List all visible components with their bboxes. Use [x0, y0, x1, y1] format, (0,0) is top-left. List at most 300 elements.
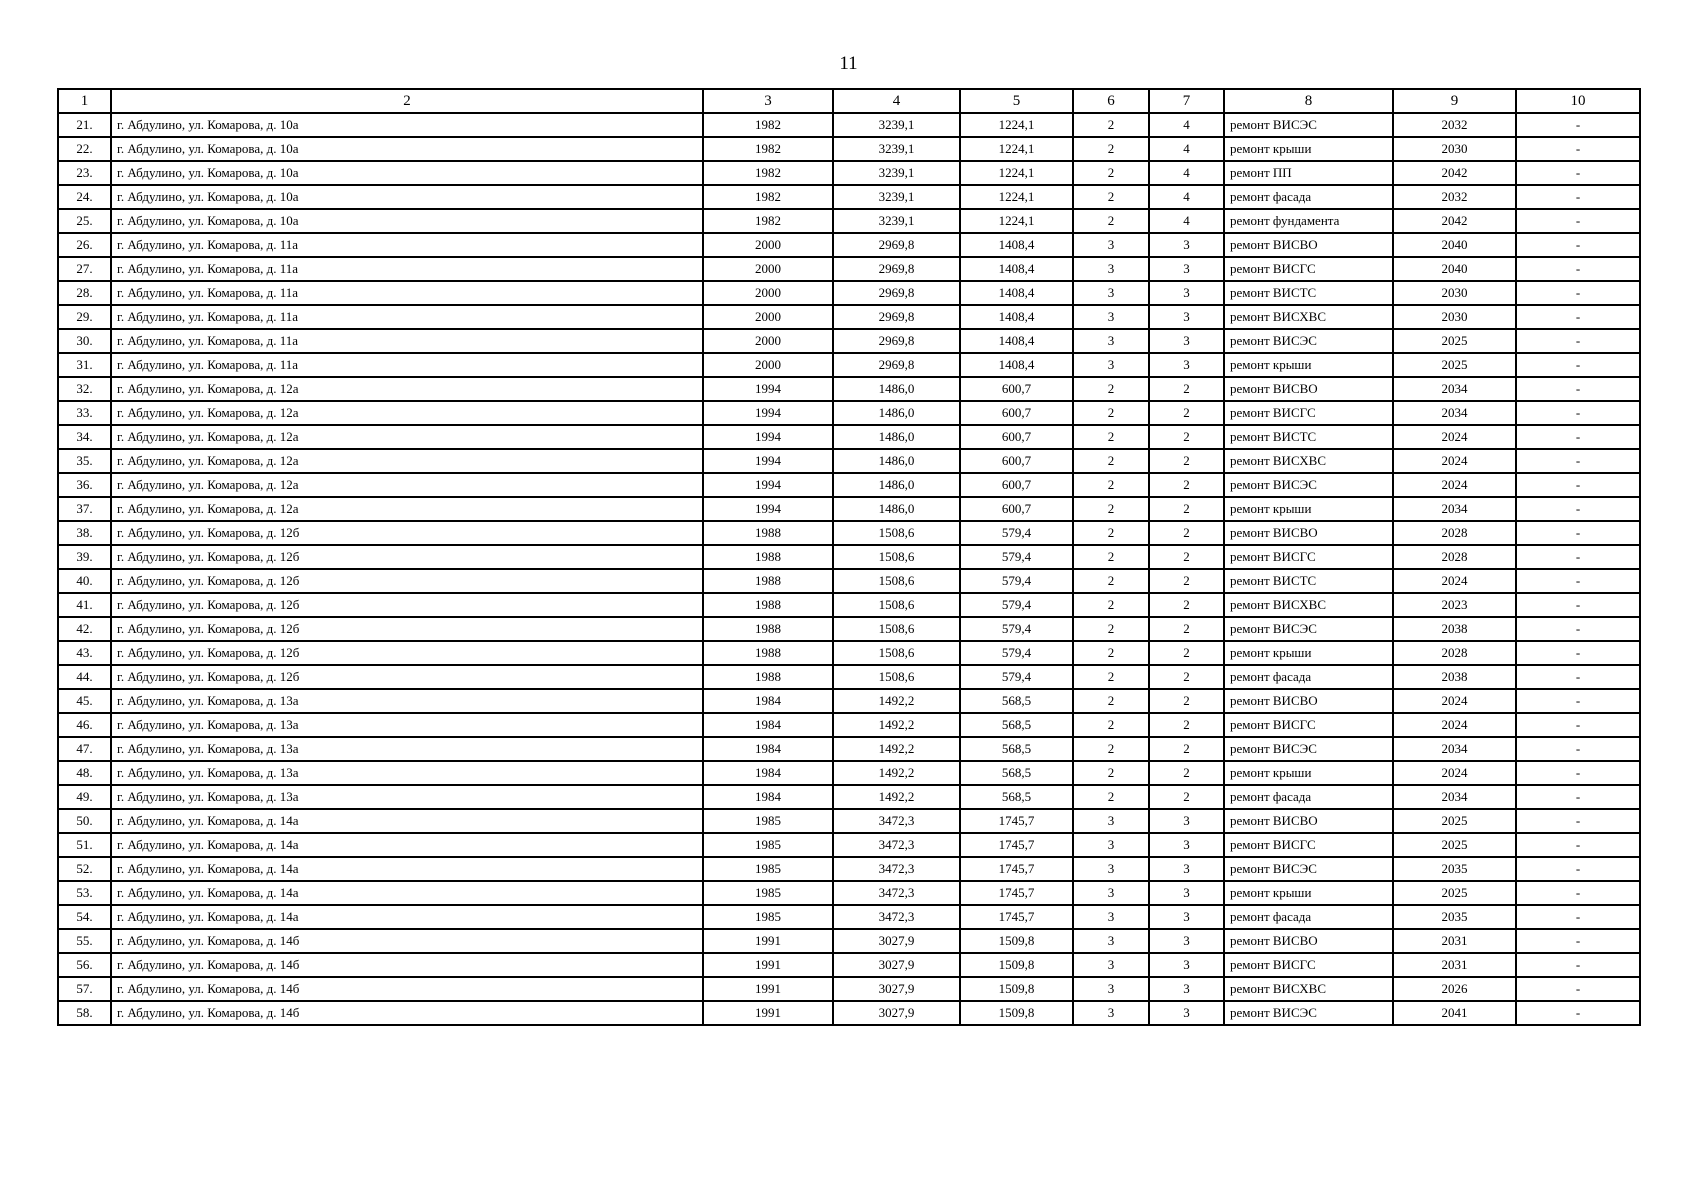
table-row	[58, 857, 1640, 881]
floors-cell: 2	[1073, 761, 1149, 785]
year-built-cell: 1994	[703, 377, 833, 401]
work-type-cell: ремонт ВИСЭС	[1224, 113, 1393, 137]
floors-cell: 2	[1073, 473, 1149, 497]
floors-cell: 3	[1073, 857, 1149, 881]
row-number-cell: 32.	[58, 377, 111, 401]
work-type-cell: ремонт крыши	[1224, 641, 1393, 665]
floors-cell: 2	[1073, 617, 1149, 641]
total-area-cell: 1508,6	[833, 569, 960, 593]
year-built-cell: 1982	[703, 161, 833, 185]
year-built-cell: 1991	[703, 929, 833, 953]
total-area-cell: 3239,1	[833, 185, 960, 209]
work-type-cell: ремонт ВИСГС	[1224, 545, 1393, 569]
planned-year-cell: 2042	[1393, 209, 1516, 233]
living-area-cell: 1745,7	[960, 857, 1073, 881]
total-area-cell: 3027,9	[833, 953, 960, 977]
entrances-cell: 2	[1149, 665, 1224, 689]
floors-cell: 2	[1073, 689, 1149, 713]
entrances-cell: 2	[1149, 401, 1224, 425]
table-row	[58, 329, 1640, 353]
entrances-cell: 2	[1149, 641, 1224, 665]
living-area-cell: 1509,8	[960, 1001, 1073, 1025]
year-built-cell: 1988	[703, 545, 833, 569]
notes-cell: -	[1516, 617, 1640, 641]
row-number-cell: 37.	[58, 497, 111, 521]
row-number-cell: 23.	[58, 161, 111, 185]
notes-cell: -	[1516, 497, 1640, 521]
table-row	[58, 569, 1640, 593]
address-cell: г. Абдулино, ул. Комарова, д. 10а	[111, 137, 703, 161]
living-area-cell: 1745,7	[960, 905, 1073, 929]
entrances-cell: 2	[1149, 617, 1224, 641]
work-type-cell: ремонт ВИСГС	[1224, 401, 1393, 425]
address-cell: г. Абдулино, ул. Комарова, д. 13а	[111, 761, 703, 785]
address-cell: г. Абдулино, ул. Комарова, д. 14а	[111, 881, 703, 905]
work-type-cell: ремонт крыши	[1224, 881, 1393, 905]
table-row	[58, 305, 1640, 329]
notes-cell: -	[1516, 281, 1640, 305]
notes-cell: -	[1516, 665, 1640, 689]
year-built-cell: 1988	[703, 593, 833, 617]
work-type-cell: ремонт ВИСЭС	[1224, 617, 1393, 641]
notes-cell: -	[1516, 425, 1640, 449]
entrances-cell: 3	[1149, 257, 1224, 281]
entrances-cell: 2	[1149, 569, 1224, 593]
notes-cell: -	[1516, 521, 1640, 545]
notes-cell: -	[1516, 713, 1640, 737]
living-area-cell: 568,5	[960, 689, 1073, 713]
total-area-cell: 3239,1	[833, 137, 960, 161]
entrances-cell: 3	[1149, 953, 1224, 977]
table-row	[58, 425, 1640, 449]
entrances-cell: 2	[1149, 545, 1224, 569]
work-type-cell: ремонт ВИСТС	[1224, 569, 1393, 593]
year-built-cell: 1988	[703, 569, 833, 593]
table-row	[58, 761, 1640, 785]
planned-year-cell: 2030	[1393, 137, 1516, 161]
living-area-cell: 600,7	[960, 401, 1073, 425]
planned-year-cell: 2024	[1393, 761, 1516, 785]
planned-year-cell: 2025	[1393, 353, 1516, 377]
entrances-cell: 2	[1149, 473, 1224, 497]
work-type-cell: ремонт ВИСЭС	[1224, 329, 1393, 353]
total-area-cell: 3472,3	[833, 905, 960, 929]
address-cell: г. Абдулино, ул. Комарова, д. 14а	[111, 833, 703, 857]
total-area-cell: 3027,9	[833, 929, 960, 953]
address-cell: г. Абдулино, ул. Комарова, д. 13а	[111, 785, 703, 809]
living-area-cell: 600,7	[960, 473, 1073, 497]
row-number-cell: 28.	[58, 281, 111, 305]
table-row	[58, 545, 1640, 569]
work-type-cell: ремонт крыши	[1224, 497, 1393, 521]
year-built-cell: 1984	[703, 713, 833, 737]
floors-cell: 2	[1073, 713, 1149, 737]
notes-cell: -	[1516, 1001, 1640, 1025]
living-area-cell: 1408,4	[960, 257, 1073, 281]
total-area-cell: 1486,0	[833, 497, 960, 521]
floors-cell: 3	[1073, 929, 1149, 953]
address-cell: г. Абдулино, ул. Комарова, д. 13а	[111, 737, 703, 761]
row-number-cell: 51.	[58, 833, 111, 857]
entrances-cell: 2	[1149, 713, 1224, 737]
living-area-cell: 579,4	[960, 569, 1073, 593]
floors-cell: 3	[1073, 281, 1149, 305]
row-number-cell: 56.	[58, 953, 111, 977]
notes-cell: -	[1516, 833, 1640, 857]
address-cell: г. Абдулино, ул. Комарова, д. 11а	[111, 257, 703, 281]
entrances-cell: 2	[1149, 497, 1224, 521]
living-area-cell: 600,7	[960, 449, 1073, 473]
floors-cell: 3	[1073, 833, 1149, 857]
living-area-cell: 568,5	[960, 713, 1073, 737]
entrances-cell: 2	[1149, 689, 1224, 713]
work-type-cell: ремонт крыши	[1224, 761, 1393, 785]
planned-year-cell: 2034	[1393, 737, 1516, 761]
notes-cell: -	[1516, 953, 1640, 977]
entrances-cell: 3	[1149, 857, 1224, 881]
address-cell: г. Абдулино, ул. Комарова, д. 12б	[111, 593, 703, 617]
total-area-cell: 1508,6	[833, 617, 960, 641]
year-built-cell: 2000	[703, 257, 833, 281]
header-row	[58, 89, 1640, 113]
living-area-cell: 1509,8	[960, 929, 1073, 953]
notes-cell: -	[1516, 689, 1640, 713]
planned-year-cell: 2035	[1393, 905, 1516, 929]
work-type-cell: ремонт ВИСГС	[1224, 257, 1393, 281]
total-area-cell: 1486,0	[833, 401, 960, 425]
floors-cell: 3	[1073, 257, 1149, 281]
entrances-cell: 3	[1149, 305, 1224, 329]
notes-cell: -	[1516, 185, 1640, 209]
living-area-cell: 1745,7	[960, 881, 1073, 905]
address-cell: г. Абдулино, ул. Комарова, д. 12а	[111, 497, 703, 521]
address-cell: г. Абдулино, ул. Комарова, д. 11а	[111, 233, 703, 257]
row-number-cell: 48.	[58, 761, 111, 785]
row-number-cell: 44.	[58, 665, 111, 689]
planned-year-cell: 2024	[1393, 569, 1516, 593]
table-row	[58, 281, 1640, 305]
notes-cell: -	[1516, 761, 1640, 785]
entrances-cell: 2	[1149, 737, 1224, 761]
year-built-cell: 1994	[703, 425, 833, 449]
total-area-cell: 1492,2	[833, 737, 960, 761]
year-built-cell: 1985	[703, 833, 833, 857]
row-number-cell: 39.	[58, 545, 111, 569]
floors-cell: 2	[1073, 569, 1149, 593]
living-area-cell: 1224,1	[960, 113, 1073, 137]
planned-year-cell: 2034	[1393, 401, 1516, 425]
address-cell: г. Абдулино, ул. Комарова, д. 10а	[111, 209, 703, 233]
address-cell: г. Абдулино, ул. Комарова, д. 12б	[111, 617, 703, 641]
planned-year-cell: 2025	[1393, 809, 1516, 833]
address-cell: г. Абдулино, ул. Комарова, д. 10а	[111, 185, 703, 209]
repair-schedule-table	[57, 88, 1641, 1026]
planned-year-cell: 2034	[1393, 377, 1516, 401]
row-number-cell: 27.	[58, 257, 111, 281]
total-area-cell: 1486,0	[833, 449, 960, 473]
year-built-cell: 1985	[703, 809, 833, 833]
planned-year-cell: 2035	[1393, 857, 1516, 881]
address-cell: г. Абдулино, ул. Комарова, д. 14б	[111, 977, 703, 1001]
year-built-cell: 1994	[703, 497, 833, 521]
living-area-cell: 1224,1	[960, 185, 1073, 209]
notes-cell: -	[1516, 449, 1640, 473]
work-type-cell: ремонт ВИСВО	[1224, 929, 1393, 953]
column-header-5: 5	[960, 89, 1073, 113]
planned-year-cell: 2024	[1393, 425, 1516, 449]
notes-cell: -	[1516, 377, 1640, 401]
living-area-cell: 1745,7	[960, 833, 1073, 857]
planned-year-cell: 2034	[1393, 785, 1516, 809]
floors-cell: 3	[1073, 977, 1149, 1001]
notes-cell: -	[1516, 137, 1640, 161]
year-built-cell: 2000	[703, 353, 833, 377]
total-area-cell: 2969,8	[833, 305, 960, 329]
year-built-cell: 1988	[703, 641, 833, 665]
entrances-cell: 2	[1149, 785, 1224, 809]
entrances-cell: 2	[1149, 521, 1224, 545]
total-area-cell: 2969,8	[833, 353, 960, 377]
planned-year-cell: 2038	[1393, 665, 1516, 689]
planned-year-cell: 2040	[1393, 257, 1516, 281]
living-area-cell: 579,4	[960, 665, 1073, 689]
planned-year-cell: 2025	[1393, 881, 1516, 905]
floors-cell: 2	[1073, 785, 1149, 809]
address-cell: г. Абдулино, ул. Комарова, д. 13а	[111, 689, 703, 713]
year-built-cell: 1988	[703, 617, 833, 641]
row-number-cell: 38.	[58, 521, 111, 545]
floors-cell: 2	[1073, 401, 1149, 425]
entrances-cell: 4	[1149, 209, 1224, 233]
table-row	[58, 665, 1640, 689]
year-built-cell: 1988	[703, 521, 833, 545]
column-header-7: 7	[1149, 89, 1224, 113]
table-row	[58, 521, 1640, 545]
entrances-cell: 2	[1149, 449, 1224, 473]
notes-cell: -	[1516, 401, 1640, 425]
planned-year-cell: 2040	[1393, 233, 1516, 257]
notes-cell: -	[1516, 161, 1640, 185]
planned-year-cell: 2032	[1393, 185, 1516, 209]
living-area-cell: 568,5	[960, 737, 1073, 761]
planned-year-cell: 2042	[1393, 161, 1516, 185]
total-area-cell: 1508,6	[833, 593, 960, 617]
entrances-cell: 3	[1149, 977, 1224, 1001]
address-cell: г. Абдулино, ул. Комарова, д. 12а	[111, 377, 703, 401]
floors-cell: 3	[1073, 329, 1149, 353]
notes-cell: -	[1516, 737, 1640, 761]
total-area-cell: 2969,8	[833, 329, 960, 353]
total-area-cell: 1508,6	[833, 545, 960, 569]
work-type-cell: ремонт крыши	[1224, 353, 1393, 377]
notes-cell: -	[1516, 641, 1640, 665]
year-built-cell: 1991	[703, 977, 833, 1001]
work-type-cell: ремонт фасада	[1224, 905, 1393, 929]
work-type-cell: ремонт ВИСТС	[1224, 425, 1393, 449]
row-number-cell: 30.	[58, 329, 111, 353]
notes-cell: -	[1516, 209, 1640, 233]
living-area-cell: 1224,1	[960, 161, 1073, 185]
entrances-cell: 3	[1149, 929, 1224, 953]
work-type-cell: ремонт ВИСГС	[1224, 953, 1393, 977]
address-cell: г. Абдулино, ул. Комарова, д. 12а	[111, 425, 703, 449]
living-area-cell: 1509,8	[960, 977, 1073, 1001]
notes-cell: -	[1516, 569, 1640, 593]
address-cell: г. Абдулино, ул. Комарова, д. 12а	[111, 449, 703, 473]
planned-year-cell: 2030	[1393, 305, 1516, 329]
table-row	[58, 785, 1640, 809]
living-area-cell: 1408,4	[960, 305, 1073, 329]
year-built-cell: 1985	[703, 905, 833, 929]
row-number-cell: 31.	[58, 353, 111, 377]
total-area-cell: 3239,1	[833, 113, 960, 137]
total-area-cell: 2969,8	[833, 281, 960, 305]
floors-cell: 2	[1073, 665, 1149, 689]
row-number-cell: 29.	[58, 305, 111, 329]
floors-cell: 3	[1073, 953, 1149, 977]
planned-year-cell: 2031	[1393, 929, 1516, 953]
table-row	[58, 881, 1640, 905]
work-type-cell: ремонт ВИСВО	[1224, 809, 1393, 833]
work-type-cell: ремонт фасада	[1224, 785, 1393, 809]
notes-cell: -	[1516, 857, 1640, 881]
address-cell: г. Абдулино, ул. Комарова, д. 11а	[111, 353, 703, 377]
row-number-cell: 54.	[58, 905, 111, 929]
living-area-cell: 579,4	[960, 593, 1073, 617]
work-type-cell: ремонт ВИСВО	[1224, 521, 1393, 545]
planned-year-cell: 2028	[1393, 641, 1516, 665]
table-row	[58, 905, 1640, 929]
row-number-cell: 50.	[58, 809, 111, 833]
column-header-4: 4	[833, 89, 960, 113]
entrances-cell: 4	[1149, 113, 1224, 137]
year-built-cell: 1991	[703, 953, 833, 977]
living-area-cell: 1408,4	[960, 281, 1073, 305]
table-row	[58, 113, 1640, 137]
total-area-cell: 1508,6	[833, 641, 960, 665]
address-cell: г. Абдулино, ул. Комарова, д. 10а	[111, 113, 703, 137]
planned-year-cell: 2028	[1393, 521, 1516, 545]
work-type-cell: ремонт фасада	[1224, 665, 1393, 689]
living-area-cell: 579,4	[960, 521, 1073, 545]
work-type-cell: ремонт ВИСХВС	[1224, 449, 1393, 473]
row-number-cell: 21.	[58, 113, 111, 137]
column-header-6: 6	[1073, 89, 1149, 113]
table-row	[58, 809, 1640, 833]
table-row	[58, 713, 1640, 737]
floors-cell: 2	[1073, 161, 1149, 185]
year-built-cell: 1984	[703, 761, 833, 785]
table-row	[58, 593, 1640, 617]
address-cell: г. Абдулино, ул. Комарова, д. 11а	[111, 305, 703, 329]
column-header-8: 8	[1224, 89, 1393, 113]
table-row	[58, 497, 1640, 521]
planned-year-cell: 2026	[1393, 977, 1516, 1001]
table-row	[58, 1001, 1640, 1025]
planned-year-cell: 2023	[1393, 593, 1516, 617]
column-header-2: 2	[111, 89, 703, 113]
total-area-cell: 2969,8	[833, 257, 960, 281]
planned-year-cell: 2038	[1393, 617, 1516, 641]
living-area-cell: 1224,1	[960, 209, 1073, 233]
table-row	[58, 233, 1640, 257]
entrances-cell: 2	[1149, 377, 1224, 401]
table-row	[58, 953, 1640, 977]
table-row	[58, 641, 1640, 665]
notes-cell: -	[1516, 233, 1640, 257]
table-row	[58, 257, 1640, 281]
total-area-cell: 3239,1	[833, 161, 960, 185]
year-built-cell: 1994	[703, 473, 833, 497]
address-cell: г. Абдулино, ул. Комарова, д. 12б	[111, 545, 703, 569]
total-area-cell: 3239,1	[833, 209, 960, 233]
total-area-cell: 1492,2	[833, 785, 960, 809]
floors-cell: 3	[1073, 809, 1149, 833]
floors-cell: 3	[1073, 233, 1149, 257]
year-built-cell: 1982	[703, 185, 833, 209]
row-number-cell: 22.	[58, 137, 111, 161]
notes-cell: -	[1516, 257, 1640, 281]
work-type-cell: ремонт ВИСЭС	[1224, 857, 1393, 881]
work-type-cell: ремонт ВИСГС	[1224, 833, 1393, 857]
floors-cell: 3	[1073, 905, 1149, 929]
planned-year-cell: 2024	[1393, 449, 1516, 473]
floors-cell: 3	[1073, 1001, 1149, 1025]
total-area-cell: 1486,0	[833, 473, 960, 497]
page-number: 11	[839, 53, 858, 74]
entrances-cell: 3	[1149, 281, 1224, 305]
table-row	[58, 137, 1640, 161]
row-number-cell: 41.	[58, 593, 111, 617]
address-cell: г. Абдулино, ул. Комарова, д. 11а	[111, 329, 703, 353]
work-type-cell: ремонт ВИСХВС	[1224, 305, 1393, 329]
work-type-cell: ремонт ВИСГС	[1224, 713, 1393, 737]
notes-cell: -	[1516, 353, 1640, 377]
row-number-cell: 52.	[58, 857, 111, 881]
living-area-cell: 579,4	[960, 617, 1073, 641]
entrances-cell: 3	[1149, 833, 1224, 857]
entrances-cell: 4	[1149, 161, 1224, 185]
notes-cell: -	[1516, 113, 1640, 137]
floors-cell: 2	[1073, 737, 1149, 761]
work-type-cell: ремонт ПП	[1224, 161, 1393, 185]
living-area-cell: 1408,4	[960, 233, 1073, 257]
planned-year-cell: 2024	[1393, 473, 1516, 497]
work-type-cell: ремонт ВИСВО	[1224, 233, 1393, 257]
row-number-cell: 55.	[58, 929, 111, 953]
table-row	[58, 449, 1640, 473]
entrances-cell: 2	[1149, 593, 1224, 617]
row-number-cell: 36.	[58, 473, 111, 497]
living-area-cell: 568,5	[960, 785, 1073, 809]
work-type-cell: ремонт ВИСВО	[1224, 689, 1393, 713]
table-row	[58, 617, 1640, 641]
address-cell: г. Абдулино, ул. Комарова, д. 12а	[111, 401, 703, 425]
year-built-cell: 1982	[703, 113, 833, 137]
planned-year-cell: 2024	[1393, 713, 1516, 737]
table-body	[58, 113, 1640, 1025]
work-type-cell: ремонт ВИСХВС	[1224, 977, 1393, 1001]
planned-year-cell: 2041	[1393, 1001, 1516, 1025]
total-area-cell: 1492,2	[833, 713, 960, 737]
address-cell: г. Абдулино, ул. Комарова, д. 14б	[111, 1001, 703, 1025]
entrances-cell: 4	[1149, 137, 1224, 161]
total-area-cell: 2969,8	[833, 233, 960, 257]
work-type-cell: ремонт фасада	[1224, 185, 1393, 209]
address-cell: г. Абдулино, ул. Комарова, д. 14а	[111, 905, 703, 929]
entrances-cell: 3	[1149, 329, 1224, 353]
row-number-cell: 26.	[58, 233, 111, 257]
